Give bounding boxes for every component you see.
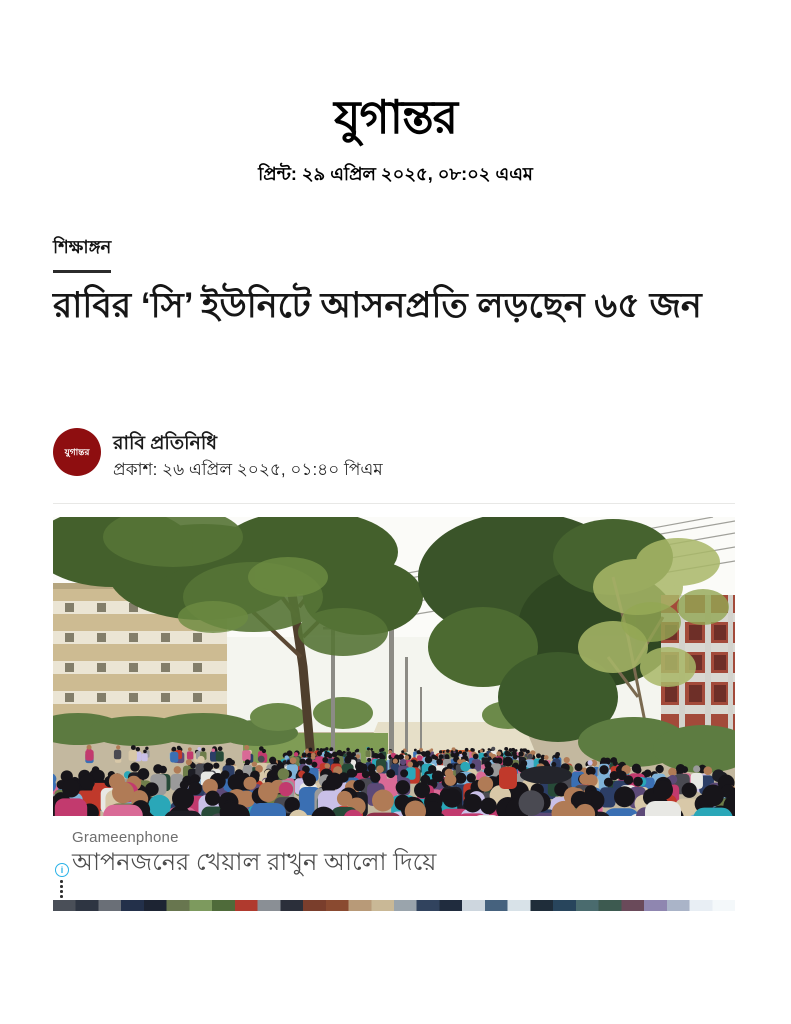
ad-advertiser-label: Grameenphone xyxy=(72,829,179,846)
author-avatar xyxy=(53,428,101,476)
next-image-top-sliver xyxy=(53,900,735,911)
author-avatar-text: যুগান্তর xyxy=(64,446,90,457)
photo-scene xyxy=(53,517,735,816)
category-link[interactable]: শিক্ষাঙ্গন xyxy=(53,233,111,273)
umbrella xyxy=(520,766,572,784)
ad-headline-link[interactable]: আপনজনের খেয়াল রাখুন আলো দিয়ে xyxy=(72,849,437,876)
newspaper-logo[interactable]: যুগান্তর xyxy=(334,90,457,144)
ad-more-options-icon[interactable] xyxy=(60,880,64,898)
article-photo xyxy=(53,517,735,816)
publish-timestamp: প্রকাশ: ২৬ এপ্রিল ২০২৫, ০১:৪০ পিএম xyxy=(113,460,383,479)
author-row xyxy=(53,428,553,478)
divider-line xyxy=(53,503,735,504)
print-timestamp: প্রিন্ট: ২৯ এপ্রিল ২০২৫, ০৮:০২ এএম xyxy=(258,164,533,184)
article-headline: রাবির ‘সি’ ইউনিটে আসনপ্রতি লড়ছেন ৬৫ জন xyxy=(53,286,702,325)
ad-info-icon[interactable]: i xyxy=(55,863,69,877)
author-name: রাবি প্রতিনিধি xyxy=(113,433,217,454)
